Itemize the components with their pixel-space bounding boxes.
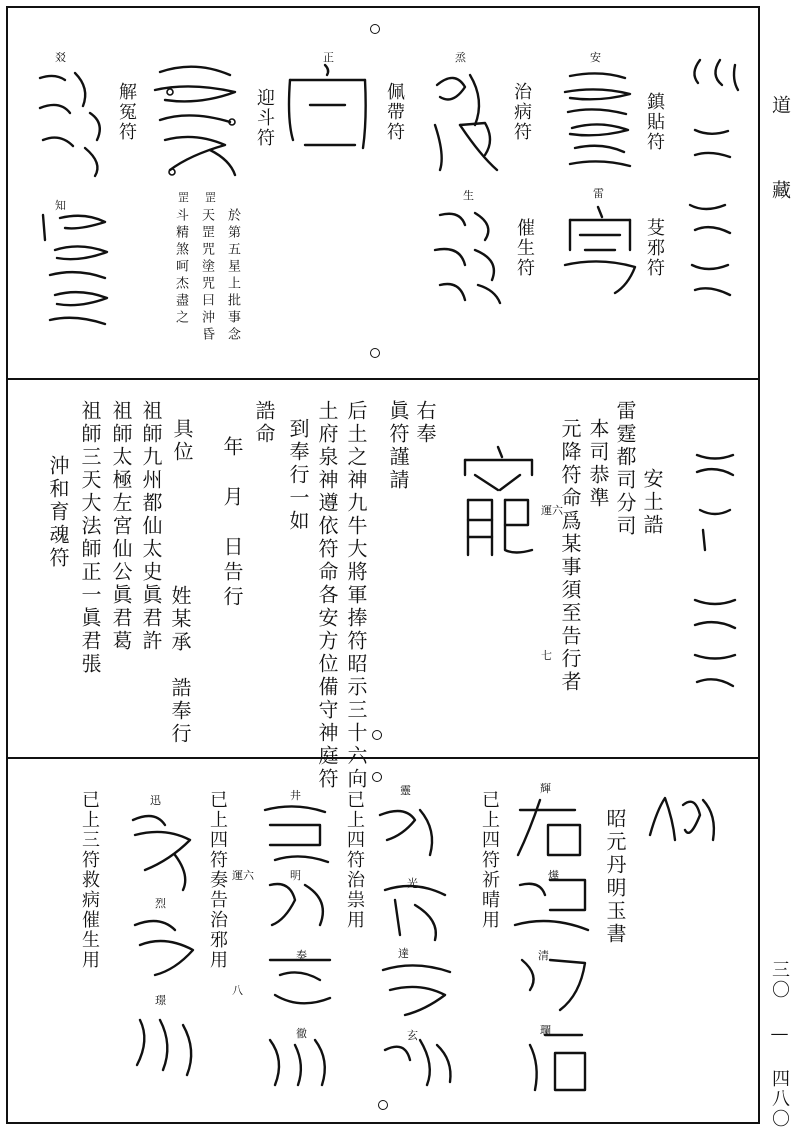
margin-label-mid: 藏 (769, 180, 791, 205)
circle-marker (372, 730, 382, 740)
talisman-title: 沖和育魂符 (46, 455, 70, 570)
text-column: 本司恭準 (586, 418, 610, 510)
talisman-glyph (260, 800, 340, 1090)
talisman-label: 迎斗符 (254, 88, 275, 148)
text-column: 后土之神九牛大將軍捧符昭示三十六向 (344, 400, 368, 791)
talisman-annot: 達 (398, 947, 409, 960)
circle-marker (372, 772, 382, 782)
talisman-glyph (460, 445, 540, 560)
talisman-label: 芟邪符 (644, 218, 665, 278)
talisman-annot: 知 (55, 199, 66, 212)
text-column: 元降符命爲某事須至告行者 (558, 418, 582, 694)
text-column: 祖師三天大法師正一眞君張 (78, 400, 102, 676)
text-column: 已上四符奏告治邪用 (207, 790, 228, 970)
circle-marker (370, 348, 380, 358)
note-head: 罡 (178, 191, 189, 204)
small-note: 運六 (541, 504, 563, 517)
talisman-label: 催生符 (514, 218, 535, 278)
talisman-glyph (150, 60, 245, 180)
talisman-annot: 明 (290, 869, 301, 882)
text-column: 姓某承 誥奉行 (168, 585, 192, 746)
talisman-annot: 迅 (150, 794, 161, 807)
text-column: 眞符謹請 (386, 400, 410, 492)
talisman-annot: 燁 (548, 869, 559, 882)
talisman-annot: 璟 (155, 994, 166, 1007)
text-column: 年 月 日告行 (220, 436, 244, 611)
talisman-glyph (430, 205, 510, 305)
talisman-label: 鎮貼符 (644, 92, 665, 152)
text-column: 已上四符祈晴用 (479, 790, 500, 930)
panel-divider-top (6, 378, 760, 380)
talisman-partial-right (680, 55, 745, 305)
text-column: 雷霆都司分司 (613, 400, 637, 538)
text-column: 已上四符治祟用 (344, 790, 365, 930)
talisman-label: 治病符 (511, 82, 532, 142)
text-column: 具位 (170, 418, 194, 464)
talisman-partial-right (685, 450, 745, 700)
talisman-annot: 奏 (296, 949, 307, 962)
circle-marker (378, 1100, 388, 1110)
talisman-annot: 徹 (296, 1027, 307, 1040)
text-column: 誥命 (252, 400, 276, 446)
edict-title: 安土誥 (640, 468, 664, 537)
small-note: 七 (541, 649, 552, 662)
talisman-glyph (560, 205, 640, 295)
circle-marker (370, 24, 380, 34)
talisman-annot: 玄 (407, 1029, 418, 1042)
page-number: 三〇 — 四八〇 (769, 960, 790, 1129)
talisman-annot: 㸚 (55, 51, 66, 64)
talisman-glyph (425, 65, 510, 175)
talisman-glyph (560, 68, 635, 173)
talisman-label: 佩帶符 (384, 82, 405, 142)
text-column: 土府泉神遵依符命各安方位備守神庭符 (315, 400, 339, 791)
small-note: 運六 (232, 869, 254, 882)
talisman-annot: 清 (538, 949, 549, 962)
text-column: 祖師太極左宮仙公眞君葛 (109, 400, 133, 653)
talisman-annot: 正 (323, 51, 334, 64)
talisman-glyph (375, 800, 460, 1090)
talisman-annot: 靈 (400, 784, 411, 797)
text-column: 昭元丹明玉書 (603, 808, 627, 946)
text-column: 右奉 (413, 400, 437, 446)
talisman-annot: 雷 (593, 187, 604, 200)
talisman-annot: 烝 (455, 51, 466, 64)
talisman-glyph (645, 790, 720, 850)
text-column: 祖師九州都仙太史眞君許 (139, 400, 163, 653)
talisman-glyph (35, 210, 115, 330)
margin-label-top: 道 (769, 95, 791, 120)
talisman-annot: 光 (407, 877, 418, 890)
note-column: 斗精煞呵杰盡之 (173, 208, 188, 327)
talisman-glyph (35, 68, 115, 178)
text-column: 到奉行一如 (286, 418, 310, 533)
talisman-annot: 井 (290, 789, 301, 802)
note-column: 天罡咒塗咒曰沖昏 (199, 208, 214, 344)
note-column: 於第五星上批事念 (225, 208, 240, 344)
talisman-annot: 生 (463, 189, 474, 202)
text-column: 已上三符救病催生用 (79, 790, 100, 970)
note-head: 罡 (205, 191, 216, 204)
talisman-glyph (510, 795, 595, 1095)
talisman-annot: 瓓 (540, 1024, 551, 1037)
talisman-glyph (285, 60, 370, 155)
panel-divider-bottom (6, 757, 760, 759)
talisman-annot: 輝 (540, 782, 551, 795)
talisman-glyph (125, 805, 205, 1085)
small-note: 八 (232, 984, 243, 997)
talisman-label: 解冤符 (116, 82, 137, 142)
talisman-annot: 烈 (155, 897, 166, 910)
talisman-annot: 安 (590, 51, 601, 64)
